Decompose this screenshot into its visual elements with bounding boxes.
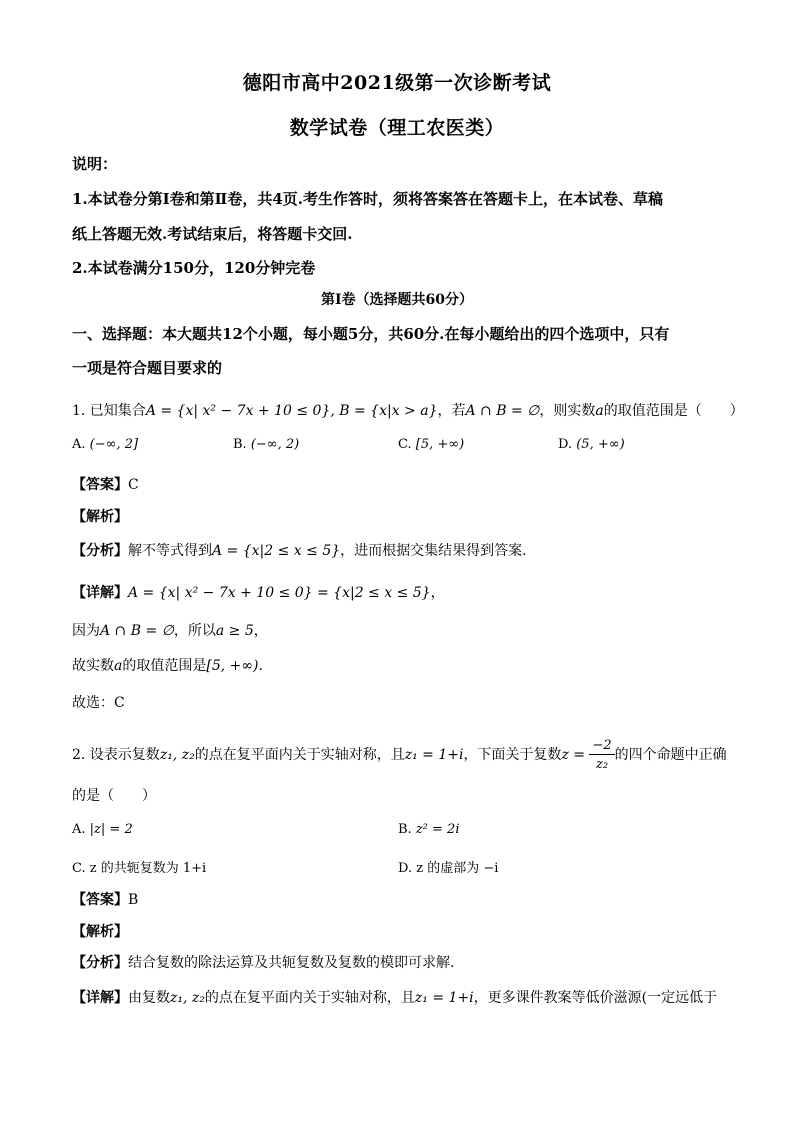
q2-option-d bbox=[398, 857, 498, 876]
q2-answer-value: B bbox=[128, 892, 139, 908]
exam-subtitle: 数学试卷（理工农医类） bbox=[289, 117, 505, 139]
q2-answer bbox=[72, 889, 138, 909]
q2-option-d-label: D. bbox=[398, 861, 413, 876]
q2-option-c-label: C. bbox=[72, 861, 86, 876]
q2-z1-formula: z₁ = 1+i bbox=[404, 747, 464, 763]
q2-zz: z₁, z₂ bbox=[159, 747, 195, 763]
q1-option-a-value: (−∞, 2] bbox=[89, 437, 139, 452]
q2-detail-zz: z₁, z₂ bbox=[170, 990, 205, 1006]
q2-detail-z1-formula: z₁ = 1+i bbox=[414, 990, 474, 1006]
q1-option-c-value: [5, +∞) bbox=[415, 437, 465, 452]
q2-option-b-label: B. bbox=[398, 822, 412, 837]
q1-detail-end: ， bbox=[430, 585, 445, 601]
q2-option-a bbox=[72, 822, 133, 837]
q1-line3-a: 故实数 bbox=[72, 658, 114, 674]
q1-fenxi-formula: A = {x|2 ≤ x ≤ 5} bbox=[212, 543, 341, 559]
q1-option-d-value: (5, +∞) bbox=[576, 437, 625, 452]
q2-detail-tag: 【详解】 bbox=[72, 990, 128, 1006]
section-intro-line2: 一项是符合题目要求的 bbox=[72, 359, 223, 377]
q1-end: 的取值范围是（ ） bbox=[603, 403, 744, 419]
q2-fraction bbox=[589, 739, 614, 771]
q1-detail bbox=[72, 582, 445, 602]
q2-fenxi-tag: 【分析】 bbox=[72, 955, 128, 971]
q2-fenxi-text: 结合复数的除法运算及共轭复数及复数的模即可求解. bbox=[128, 955, 455, 971]
q1-detail-formula: A = {x| x² − 7x + 10 ≤ 0} = {x|2 ≤ x ≤ 5} bbox=[128, 585, 431, 601]
q1-line2-formula1: A ∩ B = ∅ bbox=[100, 623, 174, 639]
q1-sets-formula: A = {x| x² − 7x + 10 ≤ 0}, B = {x|x > a} bbox=[145, 403, 438, 419]
q1-line3-var: a bbox=[114, 658, 123, 674]
q1-line2-b: ，所以 bbox=[173, 623, 216, 639]
q1-fenxi bbox=[72, 540, 527, 560]
q2-option-b-value: z² = 2i bbox=[415, 822, 460, 837]
q1-line3-c: . bbox=[258, 658, 263, 674]
section-intro-line1: 一、选择题：本大题共12个小题，每小题5分，共60分.在每小题给出的四个选项中，只有 bbox=[72, 325, 670, 343]
q1-option-c-label: C. bbox=[398, 437, 412, 452]
q1-option-d-label: D. bbox=[558, 437, 573, 452]
q2-stem-line2: 的是（ ） bbox=[72, 788, 156, 804]
q1-answer bbox=[72, 474, 139, 494]
q1-mid: ，若 bbox=[437, 403, 466, 419]
exam-title: 德阳市高中2021级第一次诊断考试 bbox=[242, 72, 552, 94]
q2-detail-c: ，更多课件教案等低价滋源(一定远低于 bbox=[473, 990, 718, 1006]
q1-fenxi-tag: 【分析】 bbox=[72, 543, 128, 559]
q2-option-a-value: |z| = 2 bbox=[89, 822, 133, 837]
q1-prefix: 1. 已知集合 bbox=[72, 403, 146, 419]
q1-option-b bbox=[233, 437, 299, 452]
q2-answer-tag: 【答案】 bbox=[72, 892, 128, 908]
q1-line2-formula2: a ≥ 5 bbox=[215, 623, 254, 639]
q1-option-a bbox=[72, 437, 138, 452]
notes-item1-line1: 1.本试卷分第Ⅰ卷和第Ⅱ卷，共4页.考生作答时，须将答案答在答题卡上，在本试卷、草稿 bbox=[72, 190, 663, 208]
q2-prefix: 2. 设表示复数 bbox=[72, 747, 160, 763]
q1-line2-c: ， bbox=[253, 623, 268, 639]
q2-fenxi bbox=[72, 952, 454, 972]
q2-fraction-denominator: z₂ bbox=[589, 754, 614, 771]
q2-detail bbox=[72, 987, 717, 1007]
q1-detail-line2 bbox=[72, 620, 268, 640]
notes-label: 说明： bbox=[72, 155, 118, 173]
q2-option-d-value: z 的虚部为 −i bbox=[416, 861, 499, 876]
q1-stem bbox=[72, 400, 744, 420]
q2-option-a-label: A. bbox=[72, 822, 86, 837]
q1-line3-formula: [5, +∞) bbox=[206, 658, 259, 674]
q1-line3-b: 的取值范围是 bbox=[122, 658, 207, 674]
q1-answer-value: C bbox=[128, 477, 139, 493]
q2-fraction-numerator: −2 bbox=[592, 738, 612, 753]
q1-suffix: ，则实数 bbox=[539, 403, 596, 419]
q1-line2-a: 因为 bbox=[72, 623, 100, 639]
q2-text1: 的点在复平面内关于实轴对称，且 bbox=[194, 747, 405, 763]
q2-option-c bbox=[72, 857, 206, 876]
q2-option-b bbox=[398, 822, 459, 837]
q2-detail-a: 由复数 bbox=[128, 990, 170, 1006]
q2-option-c-value: z 的共轭复数为 1+i bbox=[89, 861, 207, 876]
q2-text2: ，下面关于复数 bbox=[463, 747, 562, 763]
q1-option-c bbox=[398, 437, 464, 452]
q1-detail-line3 bbox=[72, 655, 263, 675]
q1-option-b-label: B. bbox=[233, 437, 247, 452]
q1-detail-tag: 【详解】 bbox=[72, 585, 128, 601]
q2-text3: 的四个命题中正确 bbox=[614, 747, 727, 763]
q1-variable: a bbox=[595, 403, 604, 419]
q2-analysis-tag: 【解析】 bbox=[72, 924, 128, 940]
q1-option-b-value: (−∞, 2) bbox=[250, 437, 300, 452]
q2-detail-b: 的点在复平面内关于实轴对称，且 bbox=[204, 990, 415, 1006]
q1-option-a-label: A. bbox=[72, 437, 86, 452]
q1-answer-tag: 【答案】 bbox=[72, 477, 128, 493]
notes-item2: 2.本试卷满分150分，120分钟完卷 bbox=[72, 259, 316, 277]
q2-stem bbox=[72, 739, 727, 771]
q2-z-eq: z = bbox=[561, 747, 585, 763]
q1-fenxi-text1: 解不等式得到 bbox=[128, 543, 212, 559]
section-heading: 第Ⅰ卷（选择题共60分） bbox=[320, 292, 474, 308]
q1-choice: 故选：C bbox=[72, 695, 125, 711]
notes-item1-line2: 纸上答题无效.考试结束后，将答题卡交回. bbox=[72, 225, 353, 243]
q1-analysis-tag: 【解析】 bbox=[72, 509, 128, 525]
q1-fenxi-text2: ，进而根据交集结果得到答案. bbox=[340, 543, 527, 559]
q1-option-d bbox=[558, 437, 625, 452]
q1-condition-formula: A ∩ B = ∅ bbox=[465, 403, 540, 419]
